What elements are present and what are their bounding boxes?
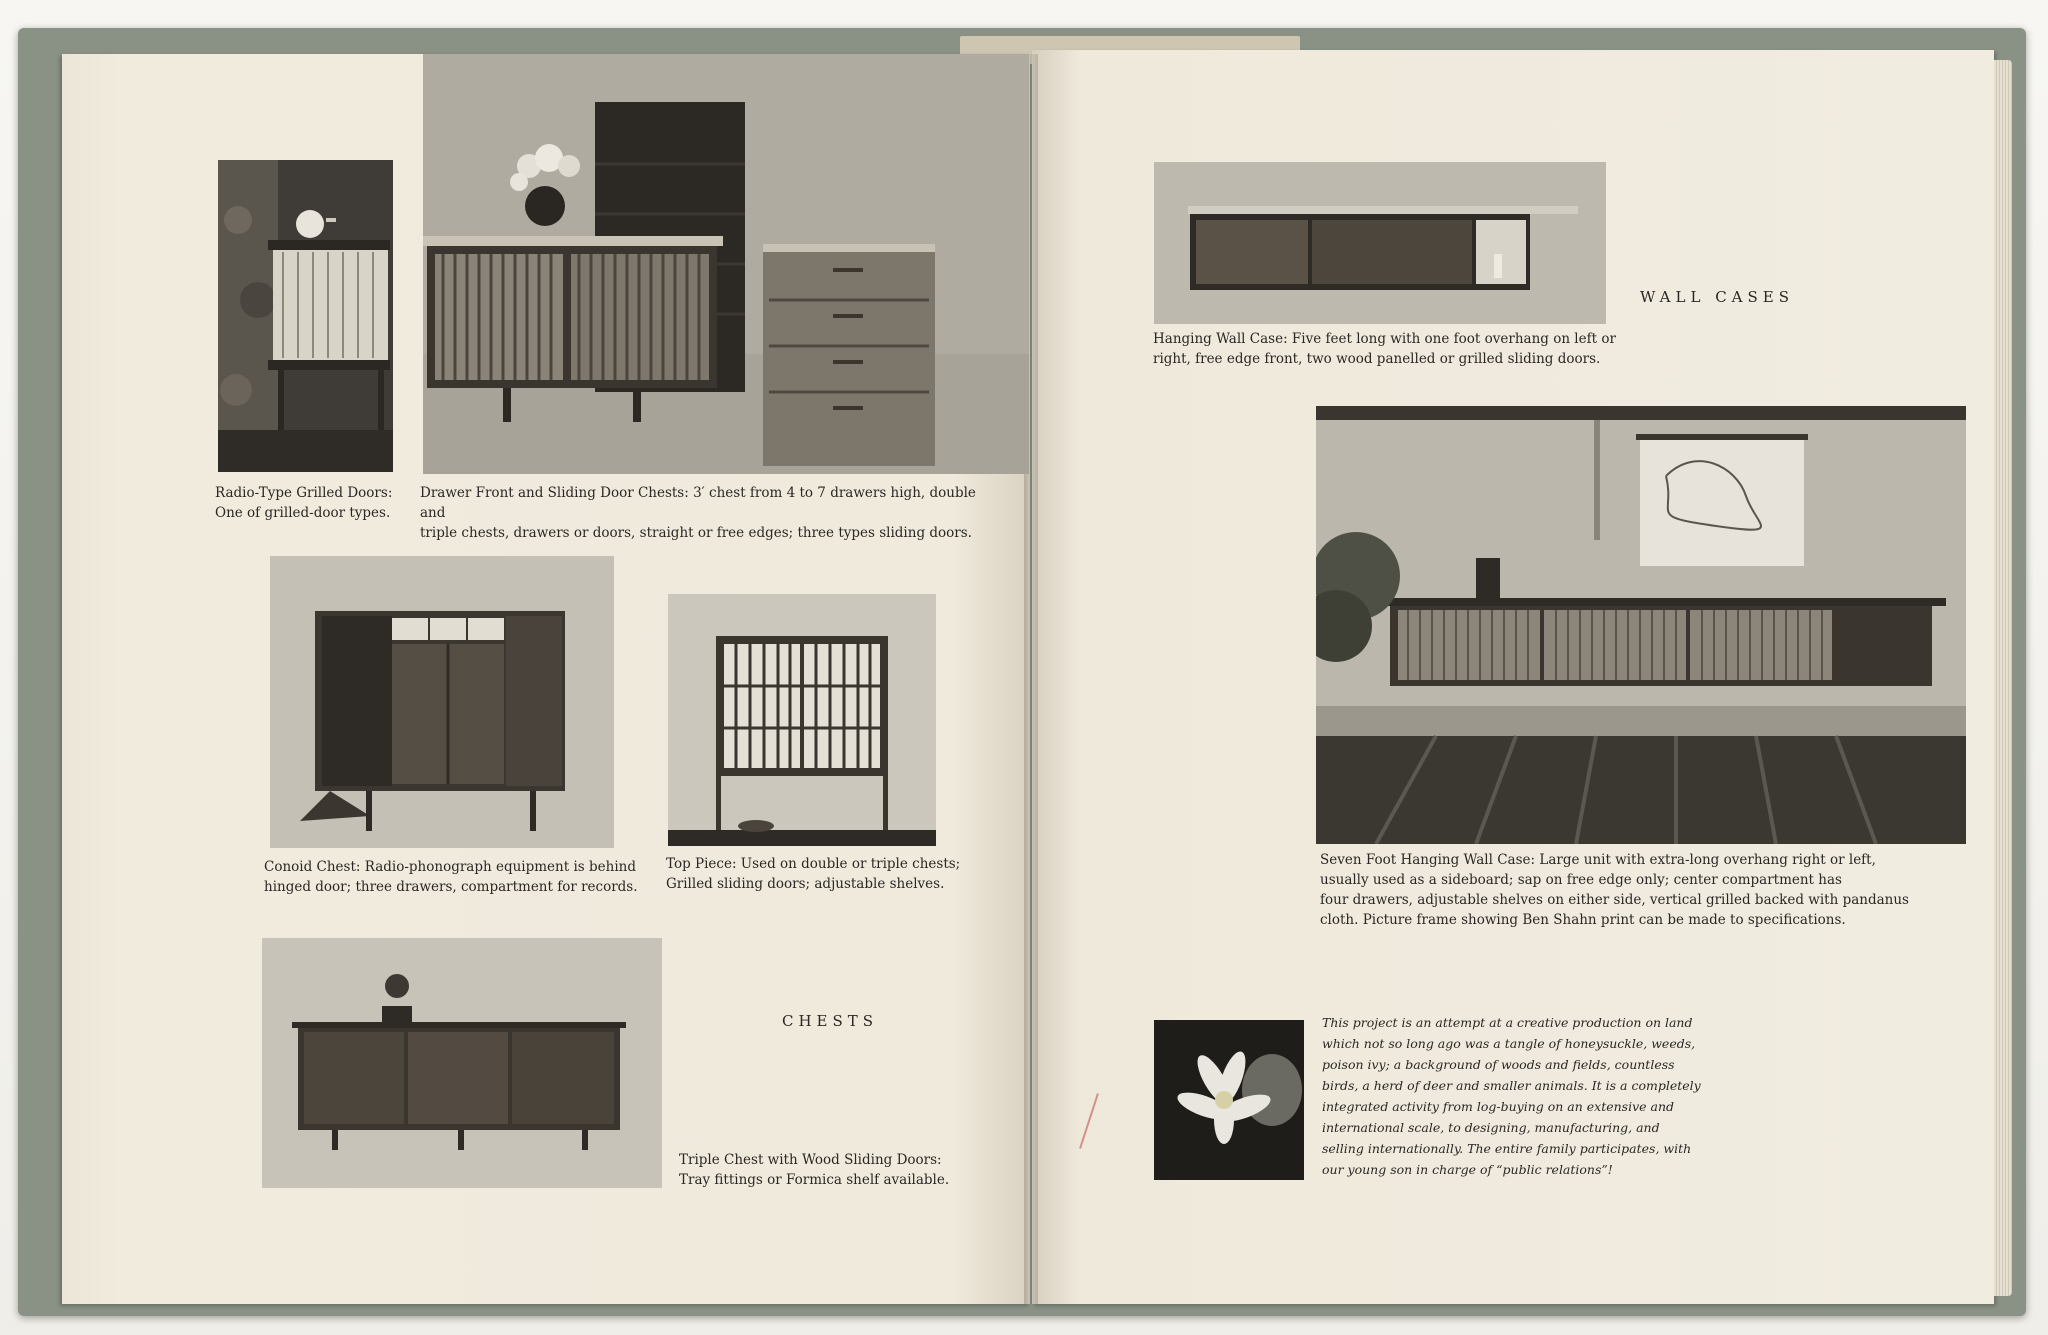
photo-radio-type-grilled-doors — [218, 160, 393, 472]
caption-hanging-wall-case: Hanging Wall Case: Five feet long with one foot overhang on left or right, free edge front, two wood panelled or grilled sliding doors. — [1153, 331, 1616, 367]
section-title-wall-cases: WALL CASES — [1640, 288, 1795, 306]
caption-triple-chest: Triple Chest with Wood Sliding Doors: Tray fittings or Formica shelf available. — [679, 1152, 950, 1188]
caption-drawer-front-sliding-door-chests: Drawer Front and Sliding Door Chests: 3′ chest from 4 to 7 drawers high, double and triple chests, drawers or doors, straight or free edges; three types sliding doors. — [420, 485, 976, 541]
section-title-chests: CHESTS — [782, 1012, 879, 1030]
caption-top-piece: Top Piece: Used on double or triple chests; Grilled sliding doors; adjustable shelves. — [666, 856, 961, 892]
photo-top-piece — [668, 594, 936, 846]
photo-water-lily — [1154, 1020, 1304, 1180]
page-edges — [1994, 60, 2012, 1296]
photo-hanging-wall-case — [1154, 162, 1606, 324]
caption-seven-foot-hanging-wall-case: Seven Foot Hanging Wall Case: Large unit with extra-long overhang right or left, usually used as a sideboard; sap on free edge only; center compartment has four drawers, adjustable shelves on either side, vertical grilled backed with pandanus cloth. Picture frame showing Ben Shahn print can be made to specifications. — [1320, 852, 1909, 928]
photo-drawer-front-sliding-door-chests — [423, 54, 1029, 474]
photo-triple-chest — [262, 938, 662, 1188]
photo-conoid-chest — [270, 556, 614, 848]
caption-radio-type-grilled-doors: Radio-Type Grilled Doors: One of grilled-door types. — [215, 485, 393, 521]
photo-seven-foot-hanging-wall-case — [1316, 406, 1966, 844]
caption-conoid-chest: Conoid Chest: Radio-phonograph equipment is behind hinged door; three drawers, compartment for records. — [264, 859, 638, 895]
project-note: This project is an attempt at a creative production on land which not so long ago was a tangle of honeysuckle, weeds, poison ivy; a background of woods and fields, countless birds, a herd of deer and smaller animals. It is a completely integrated activity from log-buying on an extensive and international scale, to designing, manufacturing, and selling internationally. The entire family participates, with our young son in charge of “public relations”! — [1322, 1015, 1701, 1177]
